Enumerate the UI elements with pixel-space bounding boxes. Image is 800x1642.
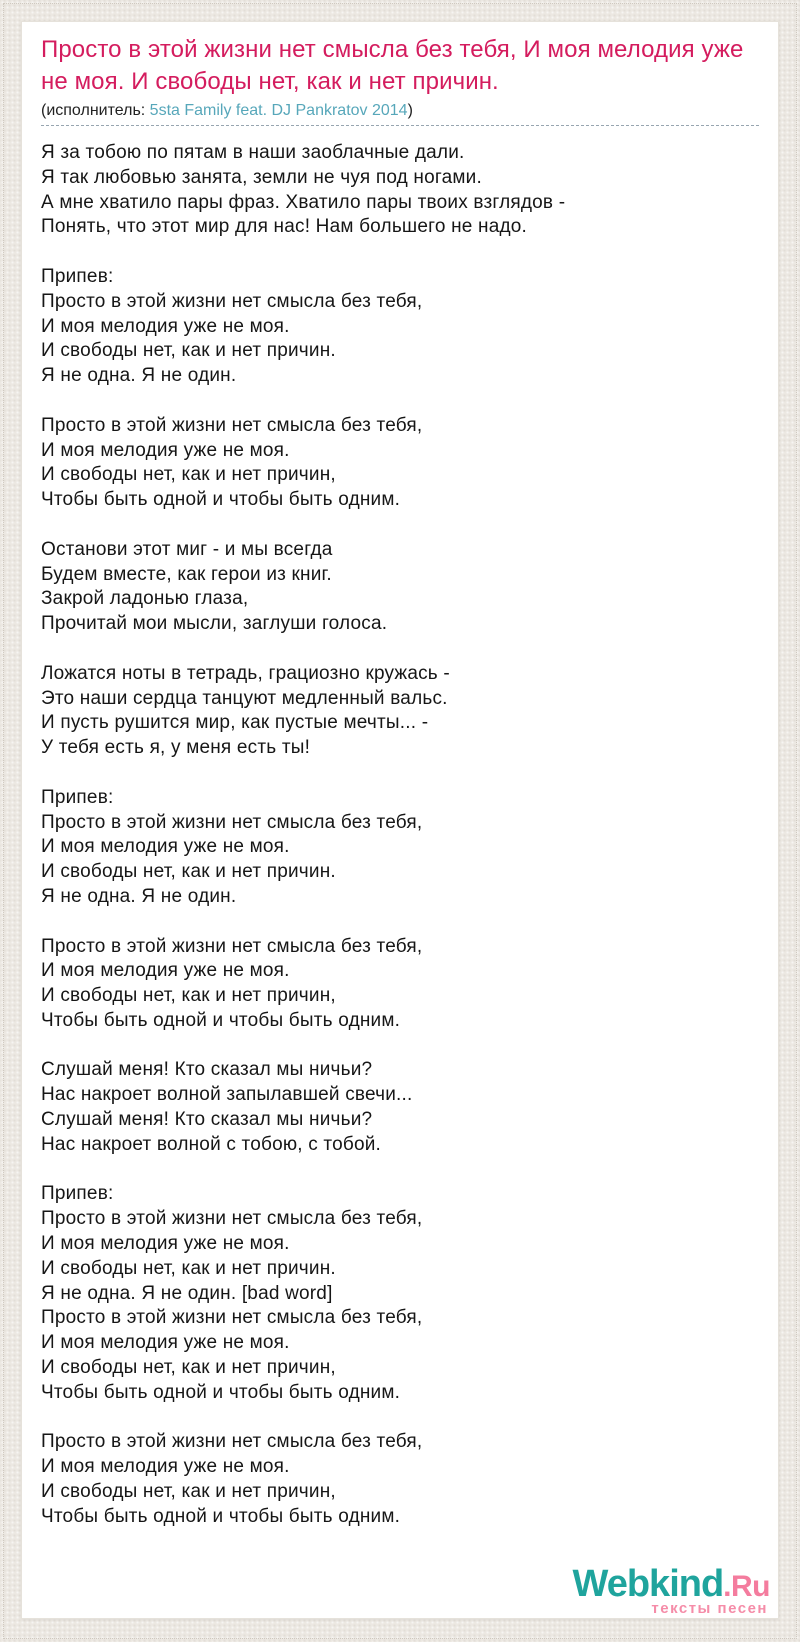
webkind-logo-suffix: .Ru <box>723 1570 770 1603</box>
lyrics-stanza: Я за тобою по пятам в наши заоблачные дали. Я так любовью занята, земли не чуя под ногами. А мне хватило пары фраз. Хватило пары твоих взглядов - Понять, что этот мир для нас! Нам большего не надо. <box>41 142 566 238</box>
lyrics-stanza: Припев: Просто в этой жизни нет смысла без тебя, И моя мелодия уже не моя. И свободы нет, как и нет причин. Я не одна. Я не один. [bad word] Просто в этой жизни нет смысла без тебя, И моя мелодия уже не моя. И свободы нет, как и нет причин, Чтобы быть одной и чтобы быть одним. <box>41 1183 423 1403</box>
dashed-divider <box>41 125 759 126</box>
artist-line <box>41 100 759 122</box>
artist-link[interactable]: 5sta Family feat. DJ Pankratov 2014 <box>149 102 408 119</box>
webkind-logo[interactable] <box>573 1565 770 1616</box>
webkind-logo-wordmark <box>573 1565 770 1603</box>
lyrics-text <box>41 141 759 1530</box>
lyrics-stanza: Ложатся ноты в тетрадь, грациозно кружась - Это наши сердца танцуют медленный вальс. И пусть рушится мир, как пустые мечты... - У тебя есть я, у меня есть ты! <box>41 662 450 759</box>
webkind-logo-tagline: тексты песен <box>651 1600 768 1617</box>
webkind-logo-main: Webkind <box>572 1563 724 1605</box>
lyrics-stanza: Просто в этой жизни нет смысла без тебя, И моя мелодия уже не моя. И свободы нет, как и нет причин, Чтобы быть одной и чтобы быть одним. <box>41 1431 423 1527</box>
lyrics-stanza: Слушай меня! Кто сказал мы ничьи? Нас накроет волной запылавшей свечи... Слушай меня! Кто сказал мы ничьи? Нас накроет волной с тобою, с тобой. <box>41 1059 413 1155</box>
lyrics-stanza: Припев: Просто в этой жизни нет смысла без тебя, И моя мелодия уже не моя. И свободы нет, как и нет причин. Я не одна. Я не один. <box>41 265 423 387</box>
lyrics-stanza: Просто в этой жизни нет смысла без тебя, И моя мелодия уже не моя. И свободы нет, как и нет причин, Чтобы быть одной и чтобы быть одним. <box>41 414 423 511</box>
lyrics-stanza: Просто в этой жизни нет смысла без тебя, И моя мелодия уже не моя. И свободы нет, как и нет причин, Чтобы быть одной и чтобы быть одним. <box>41 935 423 1031</box>
page-title: Просто в этой жизни нет смысла без тебя, И моя мелодия уже не моя. И свободы нет, как и нет причин. <box>41 36 744 95</box>
lyrics-stanza: Припев: Просто в этой жизни нет смысла без тебя, И моя мелодия уже не моя. И свободы нет, как и нет причин. Я не одна. Я не один. <box>41 786 423 907</box>
lyrics-card <box>21 21 779 1619</box>
artist-label: (исполнитель: <box>41 102 150 119</box>
artist-label-close: ) <box>407 102 413 119</box>
lyrics-stanza: Останови этот миг - и мы всегда Будем вместе, как герои из книг. Закрой ладонью глаза, Прочитай мои мысли, заглуши голоса. <box>41 538 388 635</box>
